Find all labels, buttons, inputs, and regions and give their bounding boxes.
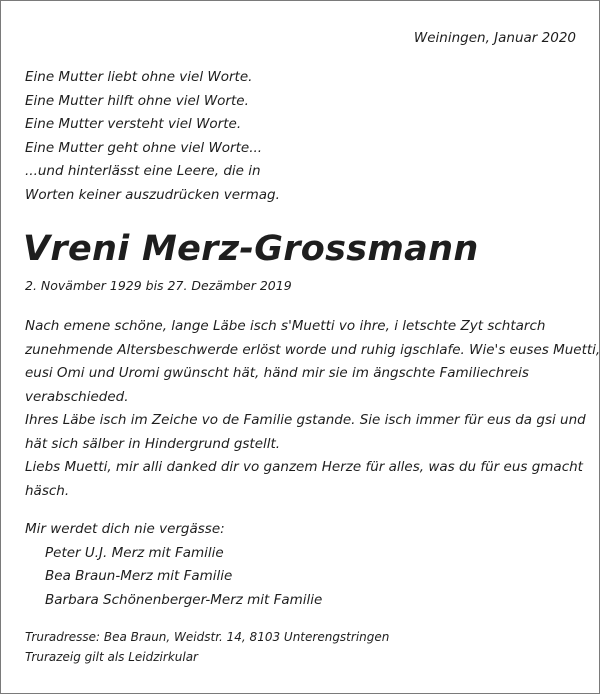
mourner-line: Barbara Schönenberger-Merz mit Familie <box>45 591 323 608</box>
circular-note: Trurazeig gilt als Leidzirkular <box>25 650 198 664</box>
mourner-line: Bea Braun-Merz mit Familie <box>45 568 233 584</box>
poem <box>25 66 280 207</box>
text-line: Nach emene schöne, lange Läbe isch s'Muetti vo ihre, i letschte Zyt schtarch <box>25 318 546 334</box>
place-date: Weiningen, Januar 2020 <box>413 30 576 46</box>
mourners-section <box>25 518 322 612</box>
poem-line: Worten keiner auszudrücken vermag. <box>25 186 280 203</box>
poem-line: Eine Mutter geht ohne viel Worte... <box>25 139 263 156</box>
text-line: Ihres Läbe isch im Zeiche vo de Familie gstande. Sie isch immer für eus da gsi und <box>25 412 586 428</box>
obituary-text <box>25 315 600 503</box>
closing-intro: Mir werdet dich nie vergässe: <box>25 521 225 537</box>
mourning-address: Truradresse: Bea Braun, Weidstr. 14, 8103 Unterengstringen <box>25 630 390 644</box>
deceased-name: Vreni Merz-Grossmann <box>23 229 479 269</box>
text-line: zunehmende Altersbeschwerde erlöst worde und ruhig igschlafe. Wie's euses Muetti, <box>25 341 600 358</box>
text-line: häsch. <box>25 482 70 499</box>
life-dates: 2. Novämber 1929 bis 27. Dezämber 2019 <box>25 278 292 293</box>
mourner-line: Peter U.J. Merz mit Familie <box>45 544 224 561</box>
poem-line: ...und hinterlässt eine Leere, die in <box>25 163 261 179</box>
text-line: hät sich sälber in Hindergrund gstellt. <box>25 435 281 452</box>
poem-line: Eine Mutter liebt ohne viel Worte. <box>25 69 253 85</box>
text-line: eusi Omi und Uromi gwünscht hät, händ mir sie im ängschte Familiechreis <box>25 365 529 381</box>
text-line: verabschieded. <box>25 388 129 405</box>
poem-line: Eine Mutter versteht viel Worte. <box>25 116 242 132</box>
footer <box>25 627 389 667</box>
poem-line: Eine Mutter hilft ohne viel Worte. <box>25 92 249 109</box>
text-line: Liebs Muetti, mir alli danked dir vo ganzem Herze für alles, was du für eus gmacht <box>25 459 583 475</box>
